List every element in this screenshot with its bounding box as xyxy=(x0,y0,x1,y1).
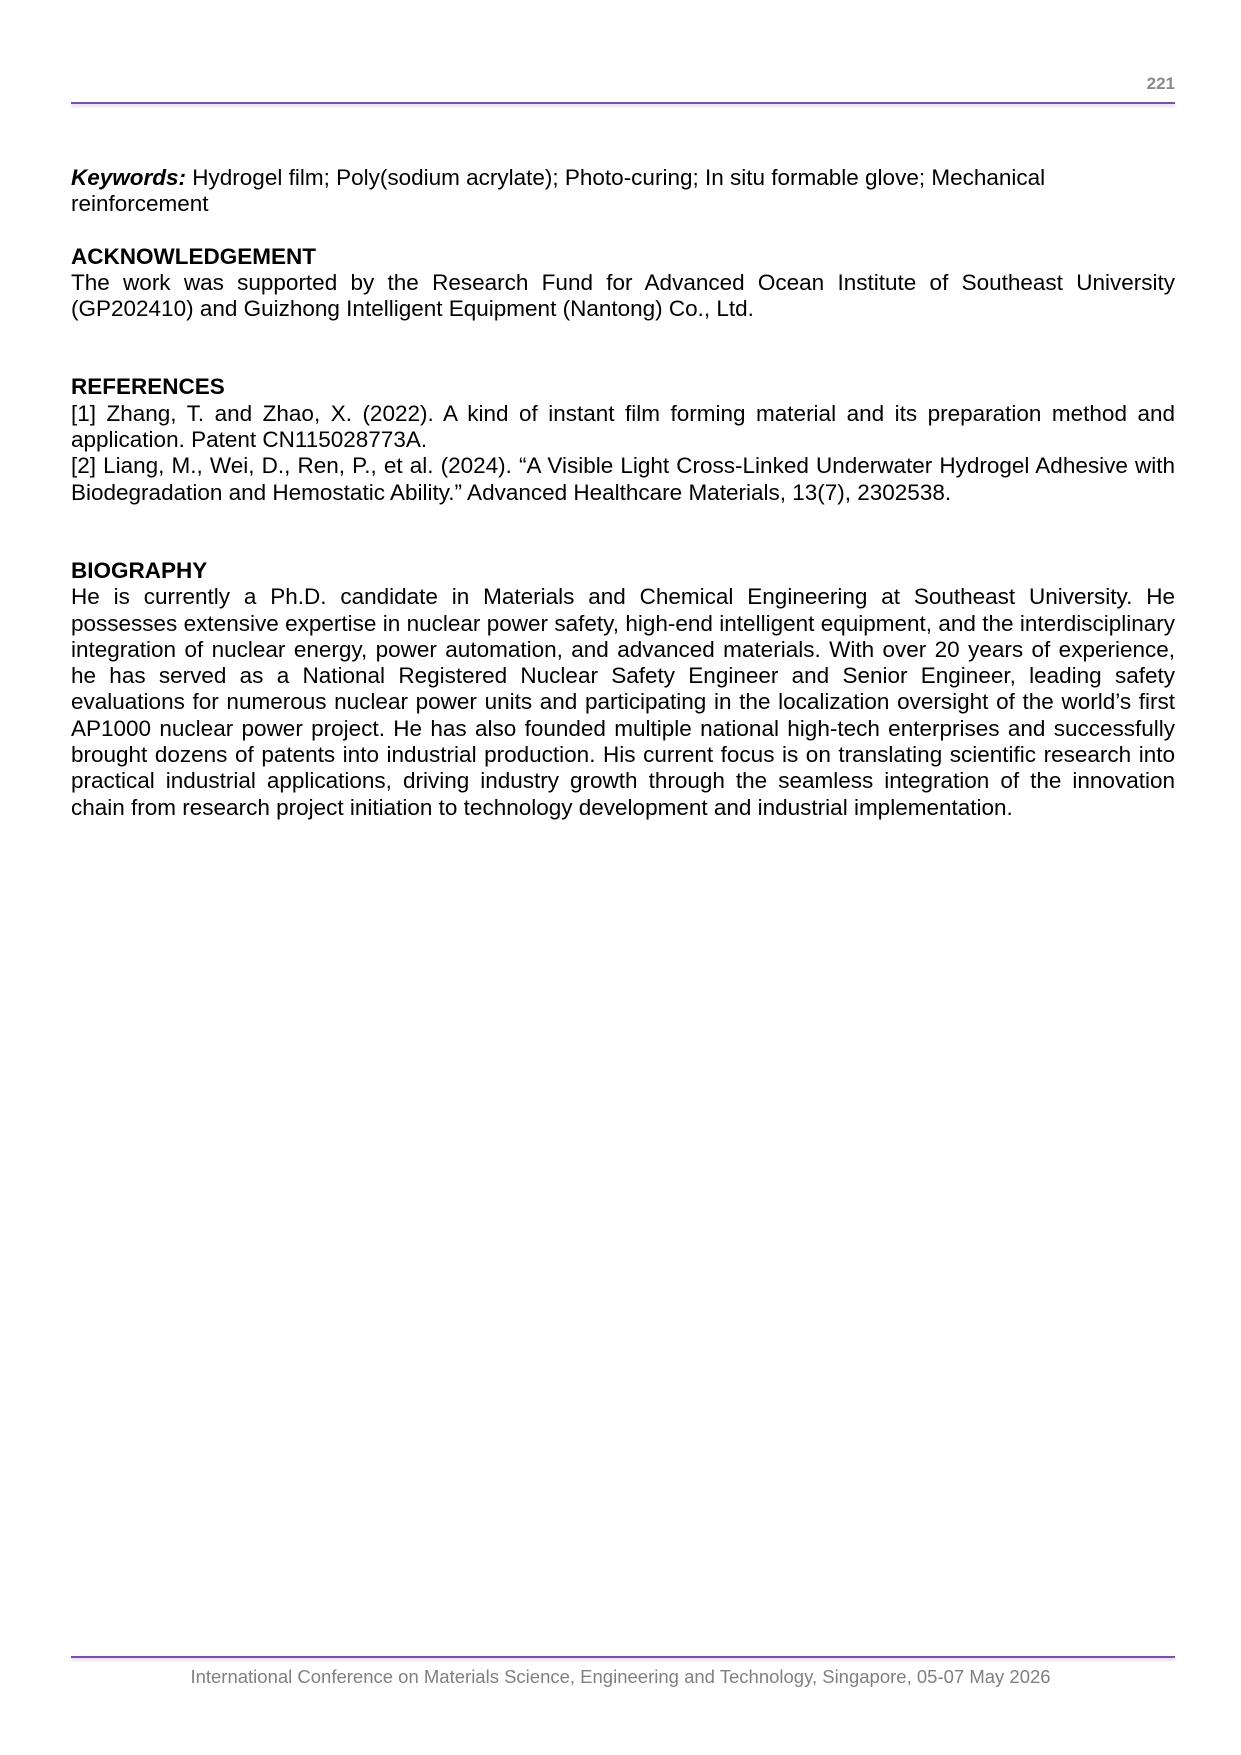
biography-section xyxy=(71,558,1175,821)
reference-item-1: [1] Zhang, T. and Zhao, X. (2022). A kind of instant film forming material and its preparation method and application. Patent CN115028773A. xyxy=(71,400,1175,453)
references-section xyxy=(71,374,1175,505)
page-content xyxy=(71,165,1175,821)
keywords-label: Keywords: xyxy=(71,165,187,190)
footer-divider xyxy=(71,1656,1175,1658)
reference-item-2: [2] Liang, M., Wei, D., Ren, P., et al. (2024). “A Visible Light Cross-Linked Underwater Hydrogel Adhesive with Biodegradation and Hemostatic Ability.” Advanced Healthcare Materials, 13(7), 2302538. xyxy=(71,453,1175,505)
page-number: 221 xyxy=(1146,74,1175,93)
acknowledgement-text: The work was supported by the Research Fund for Advanced Ocean Institute of Southeast University (GP202410) and Guizhong Intelligent Equipment (Nantong) Co., Ltd. xyxy=(71,269,1175,322)
acknowledgement-heading: ACKNOWLEDGEMENT xyxy=(71,243,316,269)
keywords-paragraph xyxy=(71,165,1175,218)
footer-text: International Conference on Materials Science, Engineering and Technology, Singapore, 05-07 May 2026 xyxy=(190,1666,1051,1687)
references-heading: REFERENCES xyxy=(71,374,225,400)
biography-heading: BIOGRAPHY xyxy=(71,557,208,583)
header-divider xyxy=(71,102,1175,104)
biography-text: He is currently a Ph.D. candidate in Materials and Chemical Engineering at Southeast University. He possesses extensive expertise in nuclear power safety, high-end intelligent equipment, and the interdisciplinary integration of nuclear energy, power automation, and advanced materials. With over 20 years of experience, he has served as a National Registered Nuclear Safety Engineer and Senior Engineer, leading safety evaluations for numerous nuclear power units and participating in the localization oversight of the world’s first AP1000 nuclear power project. He has also founded multiple national high-tech enterprises and successfully brought dozens of patents into industrial production. His current focus is on translating scientific research into practical industrial applications, driving industry growth through the seamless integration of the innovation chain from research project initiation to technology development and industrial implementation. xyxy=(71,584,1175,820)
keywords-text: Hydrogel film; Poly(sodium acrylate); Photo-curing; In situ formable glove; Mechanical reinforcement xyxy=(71,165,1046,217)
acknowledgement-section xyxy=(71,244,1175,323)
